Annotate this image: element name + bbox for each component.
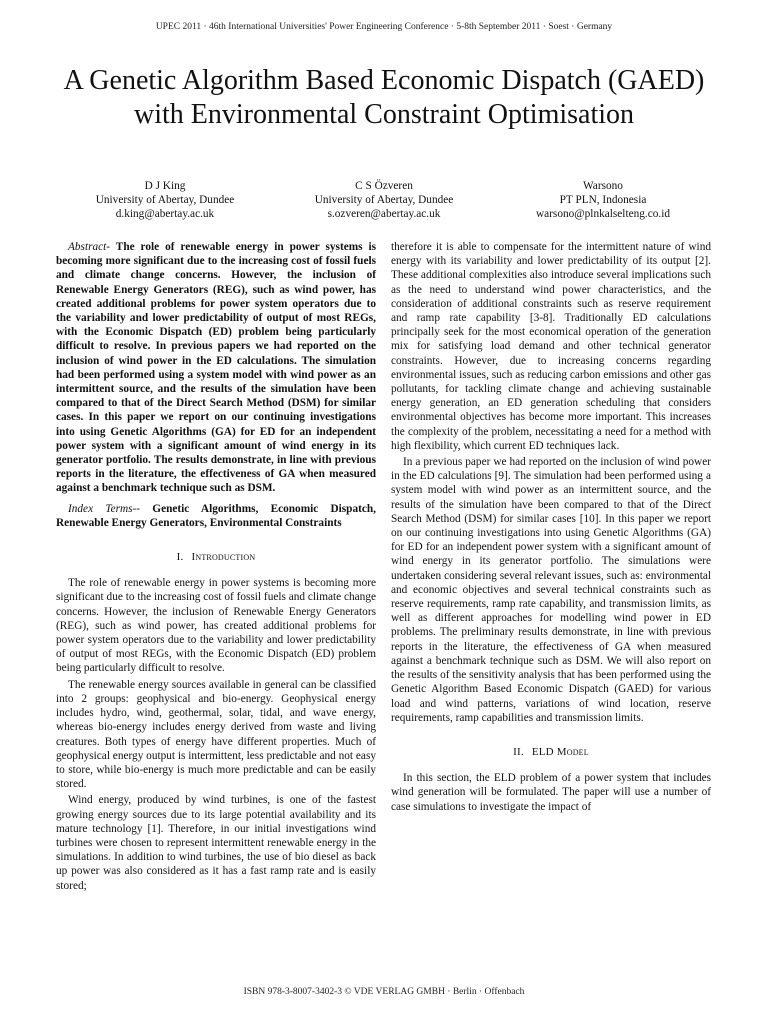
right-column	[391, 240, 711, 814]
author-affiliation: University of Abertay, Dundee	[95, 194, 235, 207]
left-column	[56, 240, 376, 893]
abstract-text: The role of renewable energy in power systems is becoming more significant due to the increasing cost of fossil fuels and climate change concerns. However, the inclusion of Renewable Energy Generators (REG), such as wind power, has created additional problems for power system operators due to the variability and lower predictability of output of most REGs, with the Economic Dispatch (ED) problem being particularly difficult to resolve. In previous papers we had reported on the inclusion of wind power in the ED calculations. The simulation had been performed using a system model with wind power as an intermittent source, and the results of the simulation have been compared to that of the Direct Search Method (DSM) for similar cases. In this paper we report on our continuing investigations into using Genetic Algorithms (GA) for ED for an independent power system with a significant amount of wind energy in its generator portfolio. The results demonstrate, in line with previous reports in the literature, the effectiveness of GA when measured against a benchmark technique such as DSM.	[56, 241, 376, 495]
paragraph: Wind energy, produced by wind turbines, is one of the fastest growing energy sources due to its large potential availability and its mature technology [1]. Therefore, in our initial investigations wind turbines were chosen to represent intermittent renewable energy in the simulations. In addition to wind turbines, the use of bio diesel as back up power was also considered as it has a fast ramp rate and is easily stored;	[56, 794, 376, 892]
author-block	[60, 179, 708, 222]
paragraph: therefore it is able to compensate for the intermittent nature of wind energy with its variability and lower predictability of its output [2]. These additional complexities also introduce several implications such as the need to understand wind power characteristics, and the consideration of additional constraints such as reserve requirement and ramp rate capability [3-8]. Traditionally ED calculations principally seek for the most economical operation of the generation mix for satisfying load demand and other technical generator constraints. However, due to increasing concerns regarding environmental issues, such as reducing carbon emissions and other gas pollutants, for tackling climate change and achieving sustainable energy generation, an ED generation scheduling that considers environmental objectives has become more important. This increases the complexity of the problem, necessitating a need for a method with high flexibility, which current ED techniques lack.	[391, 241, 712, 452]
abstract-lead: Abstract-	[68, 241, 111, 253]
author-name: D J King	[144, 180, 186, 192]
paragraph: The role of renewable energy in power systems is becoming more significant due to the increasing cost of fossil fuels and climate change concerns. However, the inclusion of Renewable Energy Generators (REG), such as wind power, has created additional problems for power system operators due to the variability and lower predictability of output of most REGs, with the Economic Dispatch (ED) problem being particularly difficult to resolve.	[56, 577, 376, 675]
footer: ISBN 978-3-8007-3402-3 © VDE VERLAG GMBH · Berlin · Offenbach	[243, 987, 525, 997]
section-title: ELD Model	[531, 745, 589, 758]
paragraph: The renewable energy sources available in general can be classified into 2 groups: geophysical and bio-energy. Geophysical energy includes hydro, wind, geothermal, solar, tidal, and wave energy, whereas bio-energy includes energy derived from waste and living creatures. Both types of energy have different properties. Much of geophysical energy output is intermittent, less predictable and not easy to store, while bio-energy is much more predictable and can be easily stored.	[56, 678, 376, 791]
author-affiliation: PT PLN, Indonesia	[559, 194, 647, 207]
paper-title: A Genetic Algorithm Based Economic Dispatch (GAED) with Environmental Constraint Optimisation	[63, 65, 705, 130]
index-terms-lead: Index Terms--	[68, 502, 141, 515]
section-number: I.	[176, 551, 184, 564]
author-3	[498, 179, 708, 222]
author-1	[60, 179, 270, 222]
section-number: II.	[513, 745, 524, 758]
author-email: s.ozveren@abertay.ac.uk	[327, 208, 441, 221]
author-name: C S Özveren	[355, 180, 413, 192]
author-email: d.king@abertay.ac.uk	[115, 208, 215, 221]
index-terms	[56, 502, 376, 530]
section-title: Introduction	[191, 551, 256, 564]
author-email: warsono@plnkalselteng.co.id	[535, 208, 670, 221]
author-affiliation: University of Abertay, Dundee	[314, 194, 454, 207]
abstract	[56, 240, 376, 496]
paragraph: In a previous paper we had reported on the inclusion of wind power in the ED calculations [9]. The simulation had been performed using a system model with wind power as an intermittent source, and the results of the simulation have been compared to that of the Direct Search Method (DSM) for similar cases [10]. In this paper we report on our continuing investigations into using Genetic Algorithms (GA) for ED for an independent power system with a significant amount of wind energy in its generator portfolio. The simulations were undertaken considering several relevant issues, such as: environmental and economic objectives and several technical constraints such as reserve requirements, ramp rate capability, and transmission limits, as well as different approaches for modelling wind power in ED problems. The preliminary results demonstrate, in line with previous reports in the literature, the effectiveness of GA when measured against a benchmark technique such as DSM. We will also report on the results of the sensitivity analysis that has been performed using the Genetic Algorithm Based Economic Dispatch (GAED) for various load and wind patterns, variations of wind location, reserve requirements, ramp capabilities and transmission limits.	[391, 456, 711, 724]
paragraph: In this section, the ELD problem of a power system that includes wind generation will be formulated. The paper will use a number of case simulations to investigate the impact of	[391, 772, 711, 813]
running-head: UPEC 2011 · 46th International Universities' Power Engineering Conference · 5-8th September 2011 · Soest · Germany	[155, 22, 613, 32]
index-terms-text: Genetic Algorithms, Economic Dispatch, Renewable Energy Generators, Environmental Constraints	[56, 502, 376, 529]
section-heading-introduction	[56, 550, 376, 564]
author-2	[279, 179, 489, 222]
author-name: Warsono	[583, 180, 623, 192]
section-heading-eld-model	[391, 745, 711, 759]
